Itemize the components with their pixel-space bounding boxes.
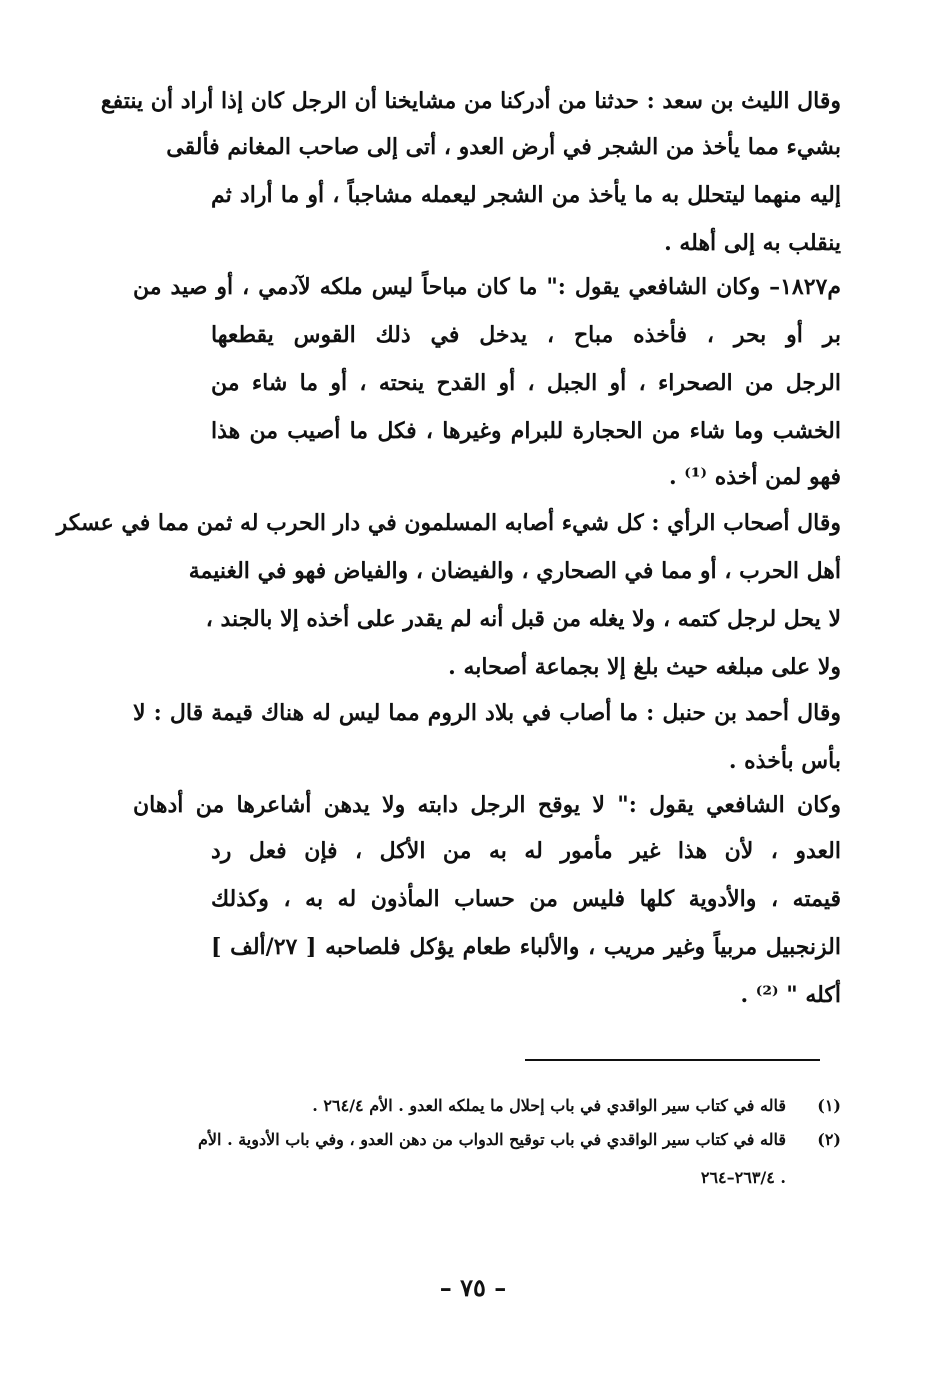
paragraph-3-line-3: لا يحل لرجل كتمه ، ولا يغله من قبل أنه لم يقدر على أخذه إلا بالجند ،	[205, 606, 841, 632]
paragraph-5-line-2: العدو ، لأن هذا غير مأمور له به من الأكل ، فإن فعل رد	[211, 838, 841, 864]
paragraph-2-line-3: الرجل من الصحراء ، أو الجبل ، أو القدح ينحته ، أو ما شاء من	[211, 370, 841, 396]
paragraph-2-line-4: الخشب وما شاء من الحجارة للبرام وغيرها ، فكل ما أصيب من هذا	[211, 418, 841, 444]
footnote-1-line-1: قاله في كتاب سير الواقدي في باب إحلال ما يملكه العدو . الأم ٢٦٤/٤ .	[312, 1096, 786, 1115]
paragraph-4-line-1: وقال أحمد بن حنبل : ما أصاب في بلاد الروم مما ليس له هناك قيمة قال : لا	[133, 700, 842, 726]
page-number: – ٧٥ –	[439, 1273, 507, 1302]
paragraph-1-line-1: وقال الليث بن سعد : حدثنا من أدركنا من مشايخنا أن الرجل كان إذا أراد أن ينتفع	[100, 88, 841, 114]
paragraph-3-line-1: وقال أصحاب الرأي : كل شيء أصابه المسلمون في دار الحرب له ثمن مما في عسكر	[56, 510, 841, 536]
footnote-separator	[525, 1059, 820, 1061]
paragraph-1-line-2: بشيء مما يأخذ من الشجر في أرض العدو ، أتى إلى صاحب المغانم فألقى	[166, 134, 841, 160]
paragraph-5-line-1: وكان الشافعي يقول :" لا يوقح الرجل دابته ولا يدهن أشاعرها من أدهان	[133, 792, 841, 818]
paragraph-2-line-5: فهو لمن أخذه ⁽¹⁾ .	[668, 464, 841, 490]
paragraph-5-line-5: أكله " ⁽²⁾ .	[740, 982, 841, 1008]
paragraph-5-line-4: الزنجبيل مربياً وغير مريب ، والألباء طعام يؤكل فلصاحبه [ ٢٧/ألف ]	[211, 934, 841, 960]
footnote-1-number: (١)	[817, 1096, 841, 1115]
paragraph-1-line-4: ينقلب به إلى أهله .	[664, 230, 841, 256]
footnote-2-line-2: ٢٦٣/٤–٢٦٤ .	[700, 1168, 786, 1187]
paragraph-4-line-2: بأس بأخذه .	[728, 748, 841, 774]
paragraph-5-line-3: قيمته ، والأدوية كلها فليس من حساب المأذون له به ، وكذلك	[211, 886, 841, 912]
paragraph-3-line-2: أهل الحرب ، أو مما في الصحاري ، والفيضان ، والفياض فهو في الغنيمة	[188, 558, 841, 584]
paragraph-3-line-4: ولا على مبلغه حيث بلغ إلا بجماعة أصحابه .	[448, 654, 841, 680]
paragraph-2-line-1: م١٨٢٧– وكان الشافعي يقول :" ما كان مباحاً ليس ملكه لآدمي ، أو صيد من	[133, 274, 841, 300]
paragraph-2-line-2: بر أو بحر ، فأخذه مباح ، يدخل في ذلك القوس يقطعها	[211, 322, 841, 348]
paragraph-1-line-3: إليه منهما ليتحلل به ما يأخذ من الشجر ليعمله مشاجباً ، أو ما أراد ثم	[211, 182, 841, 208]
footnote-2-number: (٢)	[817, 1130, 841, 1149]
footnote-2-line-1: قاله في كتاب سير الواقدي في باب توقيح الدواب من دهن العدو ، وفي باب الأدوية . الأم	[198, 1130, 786, 1149]
